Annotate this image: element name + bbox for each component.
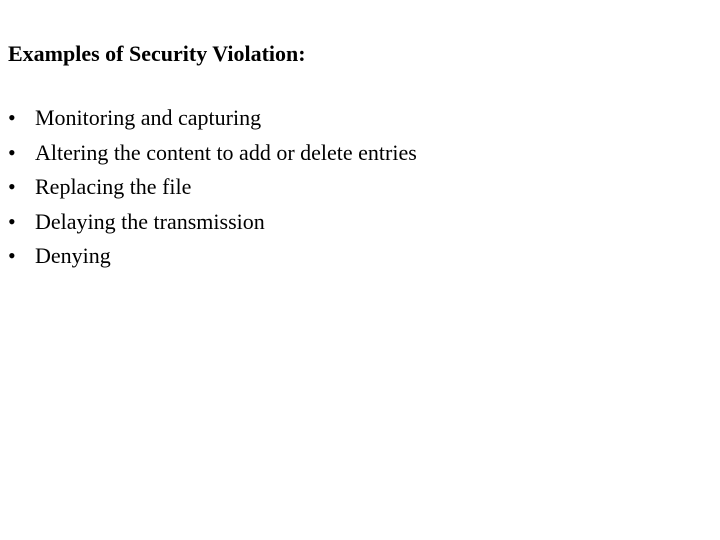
bullet-text: Denying [35, 243, 111, 268]
bullet-text: Altering the content to add or delete entries [35, 139, 417, 165]
bullet-text: Replacing the file [35, 174, 192, 199]
bullet-icon: • [8, 139, 16, 165]
slide-heading: Examples of Security Violation: [8, 41, 306, 66]
bullet-text: Monitoring and capturing [35, 105, 262, 130]
bullet-icon: • [8, 243, 16, 268]
bullet-icon: • [8, 174, 16, 199]
bullet-icon: • [8, 105, 16, 130]
bullet-icon: • [8, 208, 16, 234]
bullet-text: Delaying the transmission [35, 208, 265, 234]
